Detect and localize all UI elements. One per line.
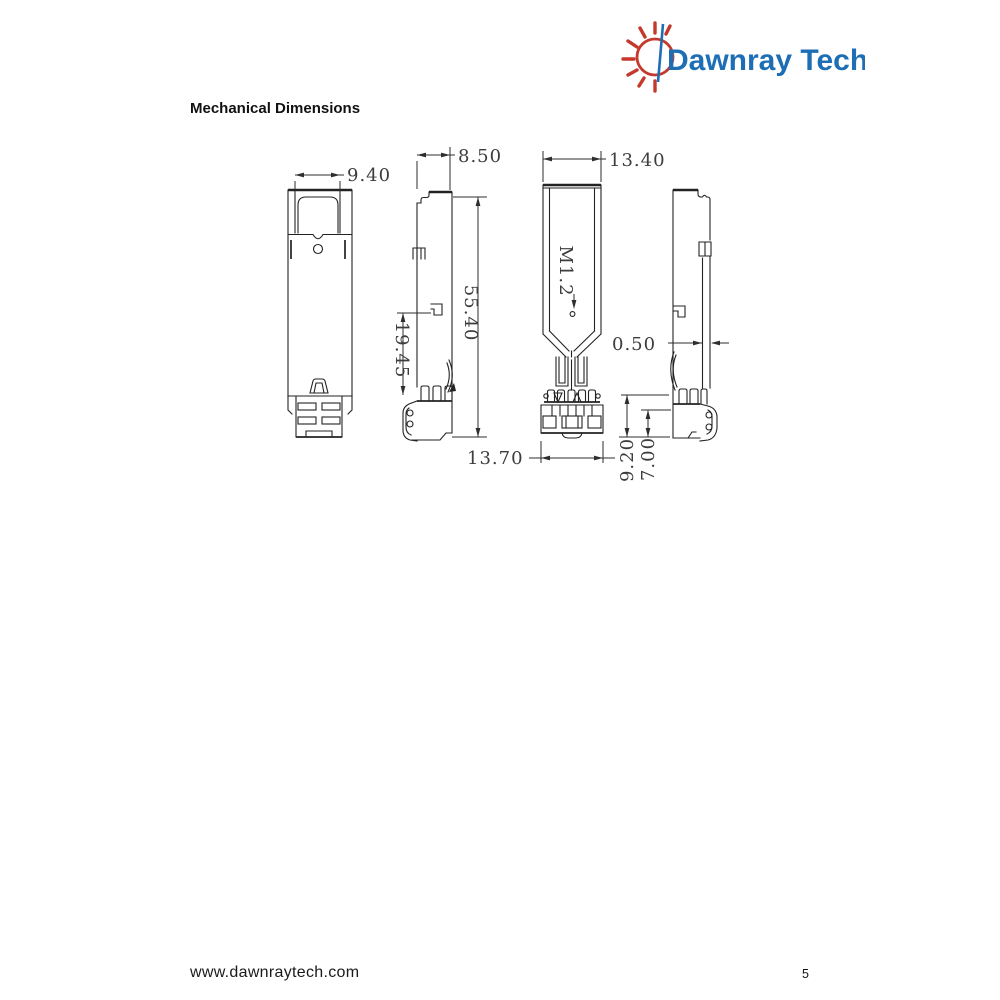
front-view	[288, 165, 391, 437]
dim-overall-length	[452, 197, 487, 437]
bottom-view	[467, 150, 666, 469]
dim-label-13-40: 13.40	[609, 150, 666, 171]
left-side-view	[391, 146, 502, 441]
dim-label-9-40: 9.40	[347, 165, 392, 186]
dim-label-9-20: 9.20	[617, 437, 638, 483]
dim-base-height	[638, 410, 671, 481]
dim-label-8-50: 8.50	[458, 146, 503, 167]
footer-website-url: www.dawnraytech.com	[190, 964, 360, 981]
page-number: 5	[802, 967, 809, 981]
dim-label-13-70: 13.70	[467, 448, 524, 469]
page-title: Mechanical Dimensions	[190, 100, 361, 117]
dim-label-m1-2: M1.2	[555, 245, 576, 297]
dim-body-width	[543, 150, 666, 182]
callout-screw-m1-2	[555, 245, 576, 316]
logo-text: Dawnray Tech	[667, 44, 865, 77]
dim-top-width	[417, 146, 502, 190]
dim-label-19-45: 19.45	[391, 321, 412, 379]
dim-label-55-40: 55.40	[460, 284, 481, 342]
dim-label-7-00: 7.00	[638, 436, 659, 482]
dim-base-width	[467, 441, 615, 469]
right-side-view	[612, 190, 729, 482]
dim-latch-length	[391, 313, 431, 395]
dim-wall-thickness	[612, 334, 729, 355]
dim-label-0-50: 0.50	[612, 334, 657, 355]
